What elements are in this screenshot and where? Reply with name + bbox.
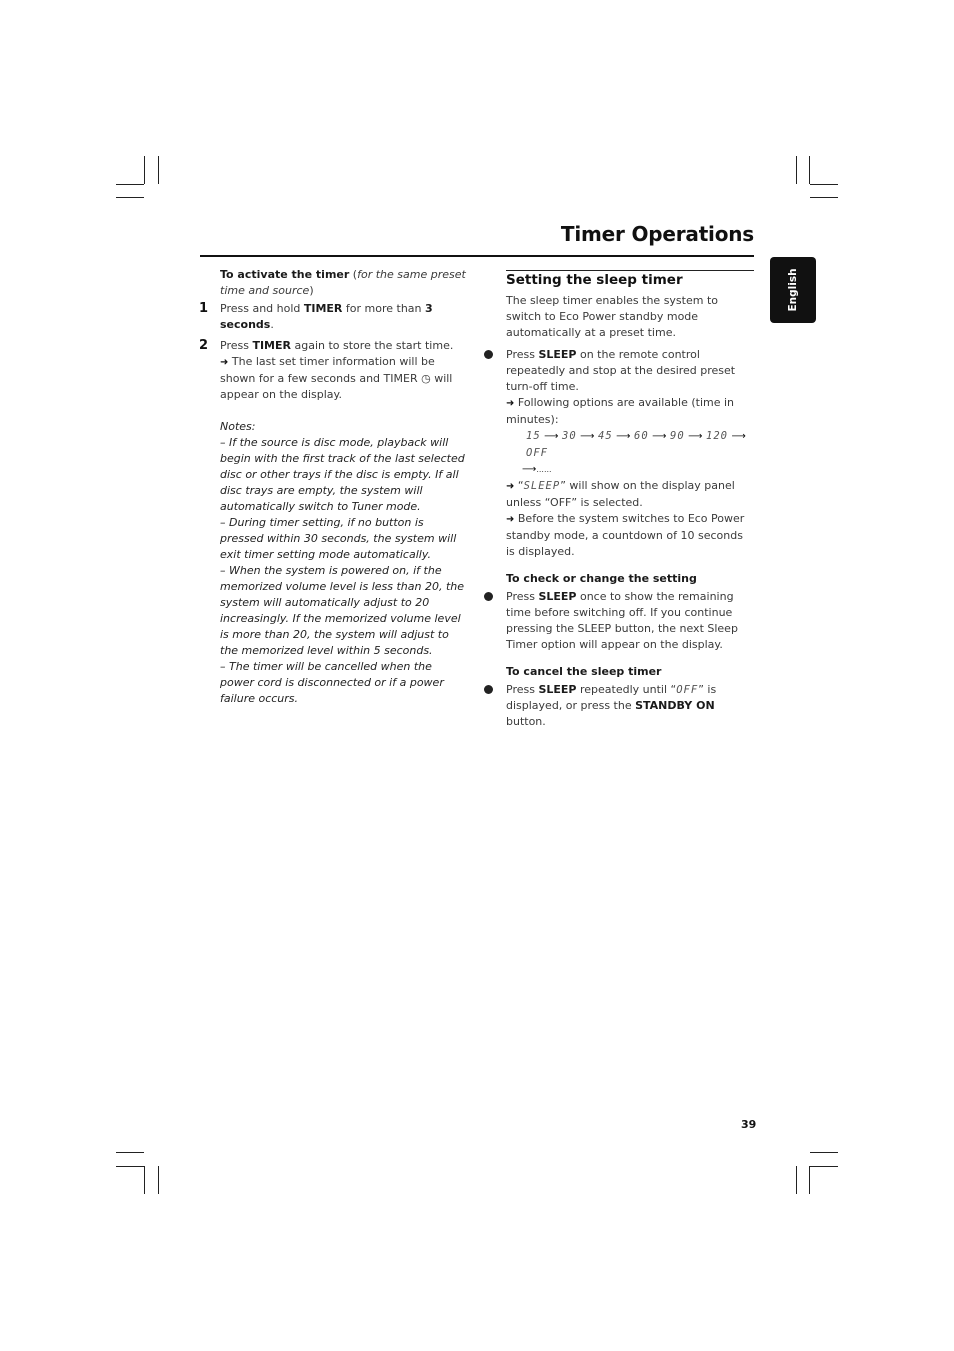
- step-number: 2: [199, 338, 209, 353]
- key-label: TIMER: [303, 302, 343, 315]
- note-item: – When the system is powered on, if the memorized volume level is less than 20, the system will automatically adjust to 20 increasingly. If the memorized volume level is more than 20, the system will adjust to the memorized level within 5 seconds.: [220, 564, 465, 657]
- text: ” will show on the display panel unless “OFF” is selected.: [506, 479, 735, 509]
- result-arrow-icon: ➜: [506, 514, 515, 525]
- bullet-icon: [484, 592, 493, 601]
- crop-mark: [810, 184, 838, 185]
- text: Press and hold: [220, 302, 304, 315]
- sequence-value: OFF: [526, 447, 548, 459]
- step-2-text: [220, 338, 468, 403]
- sequence-value: 60: [634, 430, 649, 442]
- step-number: 1: [199, 301, 209, 316]
- sequence-arrow-icon: ⟶: [616, 431, 631, 442]
- step-1: [199, 301, 468, 333]
- crop-mark: [116, 1166, 144, 1167]
- notes-heading: Notes:: [220, 420, 256, 433]
- key-label: SLEEP: [538, 683, 577, 696]
- crop-mark: [144, 1166, 145, 1194]
- paren: ): [309, 284, 314, 297]
- text: ” is displayed, or press the: [506, 683, 717, 712]
- page-number: 39: [741, 1118, 757, 1131]
- text: again to store the start time.: [290, 339, 454, 352]
- sequence-arrow-icon: ⟶: [688, 431, 703, 442]
- language-tab-label: English: [787, 268, 799, 312]
- sleep-indicator-note: [506, 478, 754, 511]
- crop-mark: [810, 1152, 838, 1153]
- off-lcd-text: OFF: [676, 684, 699, 696]
- text: once to show the remaining time before switching off. If you continue pressing the SLEEP button, the next Sleep Timer option will appear on the display.: [506, 590, 738, 651]
- cancel-sleep-heading: To cancel the sleep timer: [506, 665, 662, 678]
- title-rule: [200, 255, 754, 257]
- text: will appear on the display.: [220, 372, 453, 401]
- text: The last set timer information will be shown for a few seconds and TIMER: [220, 355, 435, 385]
- text: “: [514, 479, 524, 492]
- bullet-icon: [484, 685, 493, 694]
- result-arrow-icon: ➜: [220, 357, 229, 368]
- sequence-arrow-icon: ⟶: [731, 431, 746, 442]
- result-arrow-icon: ➜: [506, 398, 515, 409]
- crop-mark: [809, 1166, 810, 1194]
- section-heading: Setting the sleep timer: [506, 272, 683, 288]
- activate-timer-note: for the same preset time and source: [220, 268, 466, 297]
- result-arrow-icon: ➜: [506, 481, 515, 492]
- notes-block: [220, 419, 468, 707]
- clock-icon: ◷: [421, 372, 431, 385]
- bullet-text: [506, 589, 754, 653]
- activate-timer-heading: To activate the timer: [220, 268, 350, 281]
- key-label: SLEEP: [538, 348, 577, 361]
- check-setting-heading: To check or change the setting: [506, 572, 697, 585]
- bullet-check-sleep: [506, 589, 754, 653]
- sequence-value: 45: [598, 430, 613, 442]
- crop-mark: [144, 156, 145, 184]
- crop-mark: [158, 156, 159, 184]
- sequence-tail: ......: [536, 465, 552, 474]
- sequence-continuation: [506, 461, 754, 478]
- crop-mark: [810, 1166, 838, 1167]
- crop-mark: [158, 1166, 159, 1194]
- sleep-intro: The sleep timer enables the system to switch to Eco Power standby mode automatically at a preset time.: [506, 294, 718, 339]
- sequence-value: 30: [562, 430, 577, 442]
- step-1-text: [220, 301, 468, 333]
- note-item: – The timer will be cancelled when the power cord is disconnected or if a power failure occurs.: [220, 660, 444, 705]
- text: Press: [506, 348, 539, 361]
- sequence-value: 120: [706, 430, 728, 442]
- step-2: [199, 338, 468, 403]
- bullet-cancel-sleep: [506, 682, 754, 730]
- sleep-sequence: [506, 428, 754, 461]
- note-item: – During timer setting, if no button is pressed within 30 seconds, the system will exit timer setting mode automatically.: [220, 516, 457, 561]
- text: Press: [506, 683, 539, 696]
- text: on the remote control repeatedly and stop at the desired preset turn-off time.: [506, 348, 736, 393]
- key-label: STANDBY ON: [635, 699, 715, 712]
- sequence-value: 15: [526, 430, 541, 442]
- paren: (: [349, 268, 358, 281]
- sequence-arrow-icon: ⟶: [522, 464, 537, 475]
- crop-mark: [116, 184, 144, 185]
- right-column: [506, 270, 754, 730]
- bullet-text: [506, 347, 754, 428]
- text: for more than: [342, 302, 426, 315]
- sequence-arrow-icon: ⟶: [652, 431, 667, 442]
- sequence-value: 90: [670, 430, 685, 442]
- countdown-note: [506, 511, 754, 560]
- bullet-icon: [484, 350, 493, 359]
- key-label: SLEEP: [538, 590, 577, 603]
- text: Following options are available (time in minutes):: [506, 396, 735, 426]
- left-column: [199, 267, 468, 707]
- sequence-arrow-icon: ⟶: [580, 431, 595, 442]
- text: Press: [506, 590, 539, 603]
- bullet-text: [506, 682, 754, 730]
- text: button.: [506, 715, 546, 728]
- text: .: [270, 318, 274, 331]
- key-label: TIMER: [252, 339, 291, 352]
- crop-mark: [809, 156, 810, 184]
- text: Press: [220, 339, 253, 352]
- crop-mark: [796, 1166, 797, 1194]
- activate-timer-intro: [220, 267, 468, 299]
- duration-label: 3 seconds: [220, 302, 433, 331]
- crop-mark: [116, 1152, 144, 1153]
- page-title: Timer Operations: [560, 222, 754, 246]
- sleep-lcd-text: SLEEP: [523, 480, 561, 492]
- crop-mark: [116, 197, 144, 198]
- crop-mark: [810, 197, 838, 198]
- text: Before the system switches to Eco Power standby mode, a countdown of 10 seconds is displayed.: [506, 512, 745, 558]
- note-item: – If the source is disc mode, playback will begin with the first track of the last selected disc or other trays if the disc is empty. If all disc trays are empty, the system will automatically switch to Tuner mode.: [220, 436, 465, 513]
- bullet-set-sleep: [506, 347, 754, 560]
- text: repeatedly until “: [576, 683, 677, 696]
- language-tab: [770, 257, 816, 323]
- crop-mark: [796, 156, 797, 184]
- sequence-arrow-icon: ⟶: [544, 431, 559, 442]
